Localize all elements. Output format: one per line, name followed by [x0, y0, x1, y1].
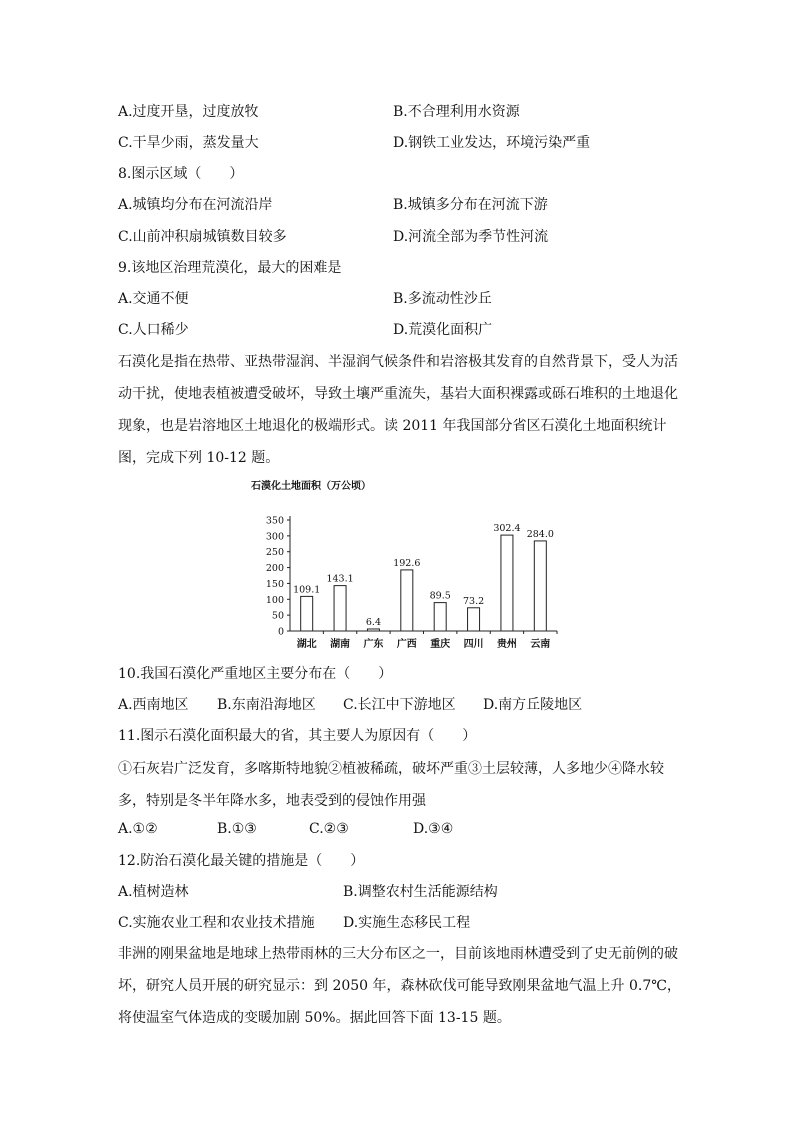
bar-value-label: 73.2 — [462, 595, 485, 607]
bar — [468, 608, 480, 631]
y-tick-label: 100 — [265, 594, 284, 606]
q8-option-d: D.河流全部为季节性河流 — [393, 229, 549, 245]
q9-option-a: A.交通不便 — [118, 291, 189, 307]
q7-option-d: D.钢铁工业发达，环境污染严重 — [393, 135, 591, 151]
q12-option-b: B.调整农村生活能源结构 — [343, 884, 498, 900]
x-category-label: 湖北 — [296, 639, 317, 650]
bar-chart — [245, 476, 565, 656]
q11-statements: ①石灰岩广泛发育，多喀斯特地貌②植被稀疏，破坏严重③土层较薄，人多地少④降水较多，特别是冬半年降水多，地表受到的侵蚀作用强 — [118, 761, 664, 809]
y-tick-label: 250 — [265, 547, 284, 559]
bar — [401, 570, 413, 631]
x-category-label: 广西 — [396, 639, 417, 650]
q9-option-d: D.荒漠化面积广 — [393, 322, 493, 338]
q8-option-a: A.城镇均分布在河流沿岸 — [118, 197, 273, 213]
q12-option-a: A.植树造林 — [118, 884, 189, 900]
bar — [534, 541, 546, 631]
x-category-label: 重庆 — [430, 639, 451, 650]
q12-option-d: D.实施生态移民工程 — [343, 915, 471, 931]
q9-option-c: C.人口稀少 — [118, 322, 189, 338]
q10-option-a: A.西南地区 — [118, 697, 189, 713]
q10-option-c: C.长江中下游地区 — [343, 697, 456, 713]
intro-paragraph-rocky-desertification: 石漠化是指在热带、亚热带湿润、半湿润气候条件和岩溶极其发育的自然背景下，受人为活动干扰，使地表植被遭受破坏，导致土壤严重流失，基岩大面积裸露或砾石堆积的土地退化现象，也是岩溶地区土地退化的极端形式。读 2011 年我国部分省区石漠化土地面积统计图，完成下列 10-12 题。 — [118, 354, 678, 466]
x-category-label: 四川 — [463, 639, 484, 650]
y-tick-label: 350 — [265, 515, 284, 527]
y-tick-label: 0 — [277, 626, 284, 638]
x-category-label: 广东 — [363, 639, 384, 650]
y-tick-label: 200 — [265, 563, 284, 575]
y-tick-label: 300 — [265, 531, 284, 543]
q10-stem: 10.我国石漠化严重地区主要分布在（ ） — [118, 666, 393, 682]
y-tick-label: 50 — [271, 610, 284, 622]
bar-value-label: 143.1 — [326, 573, 354, 585]
q9-stem: 9.该地区治理荒漠化，最大的困难是 — [118, 260, 342, 276]
bar — [334, 586, 346, 631]
q7-option-a: A.过度开垦，过度放牧 — [118, 104, 259, 120]
bar — [301, 596, 313, 631]
q11-option-c: C.②③ — [309, 821, 349, 837]
q12-option-c: C.实施农业工程和农业技术措施 — [118, 915, 315, 931]
x-category-label: 湖南 — [330, 639, 351, 650]
q11-option-d: D.③④ — [413, 821, 454, 837]
q8-stem: 8.图示区域（ ） — [118, 166, 244, 182]
q10-option-d: D.南方丘陵地区 — [483, 697, 583, 713]
bar-value-label: 302.4 — [493, 523, 521, 535]
x-category-label: 云南 — [530, 639, 551, 650]
bar-value-label: 6.4 — [365, 616, 381, 628]
q7-option-c: C.干旱少雨，蒸发量大 — [118, 135, 259, 151]
q8-option-c: C.山前冲积扇城镇数目较多 — [118, 229, 287, 245]
bar-chart-svg — [245, 476, 565, 656]
bar-value-label: 192.6 — [393, 557, 421, 569]
chart-title: 石漠化土地面积（万公顷） — [251, 481, 371, 492]
bar-value-label: 109.1 — [293, 584, 321, 596]
intro-paragraph-congo-basin: 非洲的刚果盆地是地球上热带雨林的三大分布区之一，目前该地雨林遭受到了史无前例的破坏，研究人员开展的研究显示：到 2050 年，森林砍伐可能导致刚果盆地气温上升 0.7℃，将使温室气体造成的变暖加剧 50%。据此回答下面 13-15 题。 — [118, 946, 681, 1026]
x-category-label: 贵州 — [496, 639, 517, 650]
q11-option-a: A.①② — [118, 821, 158, 837]
q7-option-b: B.不合理利用水资源 — [393, 104, 520, 120]
q12-stem: 12.防治石漠化最关键的措施是（ ） — [118, 853, 365, 869]
q10-option-b: B.东南沿海地区 — [217, 697, 316, 713]
y-tick-label: 150 — [265, 578, 284, 590]
bar — [434, 603, 446, 631]
bar — [367, 629, 379, 631]
bar — [501, 535, 513, 631]
q9-option-b: B.多流动性沙丘 — [393, 291, 492, 307]
q11-stem: 11.图示石漠化面积最大的省，其主要人为原因有（ ） — [118, 728, 477, 744]
q11-option-b: B.①③ — [217, 821, 257, 837]
bar-value-label: 284.0 — [526, 528, 554, 540]
bar-value-label: 89.5 — [429, 590, 451, 602]
q8-option-b: B.城镇多分布在河流下游 — [393, 197, 548, 213]
